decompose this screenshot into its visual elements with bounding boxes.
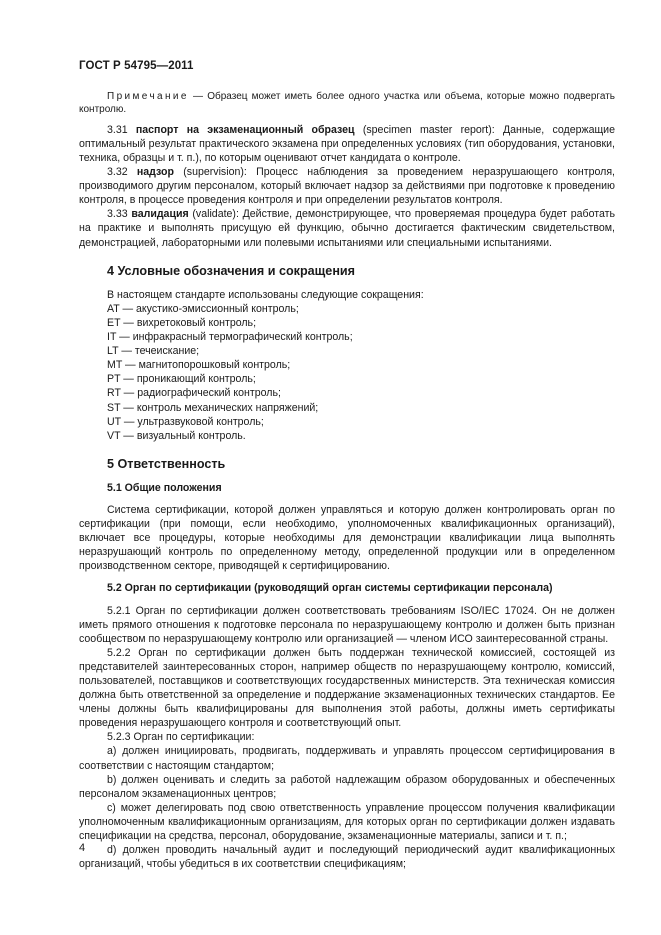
list-item: UT — ультразвуковой контроль; bbox=[107, 415, 264, 428]
definition-term: валидация bbox=[131, 208, 189, 221]
list-item: PT — проникающий контроль; bbox=[107, 373, 256, 386]
note-text: — Образец может иметь более одного участка или объема, которые можно подвергать контролю. bbox=[79, 91, 615, 116]
definition-term: паспорт на экзаменационный образец bbox=[135, 123, 355, 136]
definition-3-33 bbox=[79, 207, 615, 249]
section-5-title: 5 Ответственность bbox=[107, 456, 226, 471]
definition-text: (validate): Действие, демонстрирующее, что проверяемая процедура будет работать на практике и выполнять присущую ей функцию, обычно достигается фактическим свидетельством, демонстрацией, лабораторными или полевыми испытаниями или специальными испытаниями. bbox=[79, 208, 615, 249]
definition-term: надзор bbox=[136, 166, 174, 179]
clause-item-a: a) должен инициировать, продвигать, поддерживать и управлять процессом сертифицирования в соответствии с настоящим стандартом; bbox=[79, 745, 615, 772]
clause-item-b: b) должен оценивать и следить за работой надлежащим образом оборудованных и обеспеченных персоналом экзаменационных центров; bbox=[79, 773, 615, 800]
section-4-intro: В настоящем стандарте использованы следующие сокращения: bbox=[107, 288, 424, 301]
definition-number: 3.33 bbox=[107, 208, 132, 221]
section-5-2-title: 5.2 Орган по сертификации (руководящий орган системы сертификации персонала) bbox=[107, 582, 553, 595]
section-5-1-text: Система сертификации, которой должен управляться и которую должен контролировать орган по сертификации (при помощи, если необходимо, уполномоченных квалификационных организаций), включает все процедуры, которые необходимы для демонстрации квалификации лица выполнять неразрушающий контроль по определенному методу, определенной продукции или в определенном производственном секторе, приводящей к сертифицированию. bbox=[79, 503, 615, 573]
section-5-1-title: 5.1 Общие положения bbox=[107, 481, 222, 494]
list-item: VT — визуальный контроль. bbox=[107, 429, 246, 442]
abbreviation-list bbox=[79, 302, 615, 443]
definition-text: (specimen master report): Данные, содержащие оптимальный результат практического экзамена при определенных условиях (тип оборудования, установки, техника, образцы и т. п.), по которым оценивают отчет кандидата о контроле. bbox=[79, 123, 615, 164]
clause-5-2-1: 5.2.1 Орган по сертификации должен соответствовать требованиям ISO/IEC 17024. Он не должен иметь прямого отношения к подготовке персонала по неразрушающему контролю и должен быть признан сообществом по неразрушающему контролю или организацией — членом ИСО заинтересованной страны. bbox=[79, 604, 615, 645]
clause-item-d: d) должен проводить начальный аудит и последующий периодический аудит квалификационных организаций, чтобы убедиться в их соответствии спецификациям; bbox=[79, 844, 615, 871]
list-item: MT — магнитопорошковый контроль; bbox=[107, 359, 291, 372]
definition-3-32 bbox=[79, 165, 615, 207]
list-item: RT — радиографический контроль; bbox=[107, 387, 281, 400]
definition-text: (supervision): Процесс наблюдения за проведением неразрушающего контроля, производимого другим персоналом, который включает надзор за действиями при подготовке к проведению контроля, в процессе проведения контроля и при определении результатов контроля. bbox=[79, 166, 615, 207]
clause-5-2-3: 5.2.3 Орган по сертификации: bbox=[107, 731, 255, 744]
page-number: 4 bbox=[79, 842, 86, 854]
note-paragraph bbox=[79, 90, 615, 117]
document-header: ГОСТ Р 54795—2011 bbox=[79, 60, 194, 72]
note-label: Примечание bbox=[107, 91, 189, 102]
list-item: AT — акустико-эмиссионный контроль; bbox=[107, 302, 299, 315]
definition-3-31 bbox=[79, 123, 615, 165]
list-item: IT — инфракрасный термографический контроль; bbox=[107, 331, 353, 344]
document-body bbox=[79, 90, 615, 871]
clause-item-c: c) может делегировать под свою ответственность управление процессом получения квалификации уполномоченным квалификационным организациям, для которых орган по сертификации должен издавать спецификации на средства, персонал, оборудование, экзаменационные материалы, записи и т. п.; bbox=[79, 801, 615, 843]
section-4-title: 4 Условные обозначения и сокращения bbox=[107, 263, 356, 278]
definition-number: 3.31 bbox=[107, 123, 136, 136]
list-item: ET — вихретоковый контроль; bbox=[107, 316, 257, 329]
list-item: ST — контроль механических напряжений; bbox=[107, 401, 319, 414]
definition-number: 3.32 bbox=[107, 166, 137, 179]
clause-5-2-2: 5.2.2 Орган по сертификации должен быть поддержан технической комиссией, состоящей из представителей заинтересованных сторон, например обществ по неразрушающему контролю, комиссий, пользователей, поставщиков и соответствующих государственных министерств. Эта техническая комиссия должна быть ответственной за определение и поддержание экзаменационных технических стандартов. Ее члены должны быть квалифицированы для выполнения этой работы, должны иметь сертификаты проведения неразрушающего контроля и соответствующий опыт. bbox=[79, 646, 615, 730]
list-item: LT — течеискание; bbox=[107, 345, 200, 358]
